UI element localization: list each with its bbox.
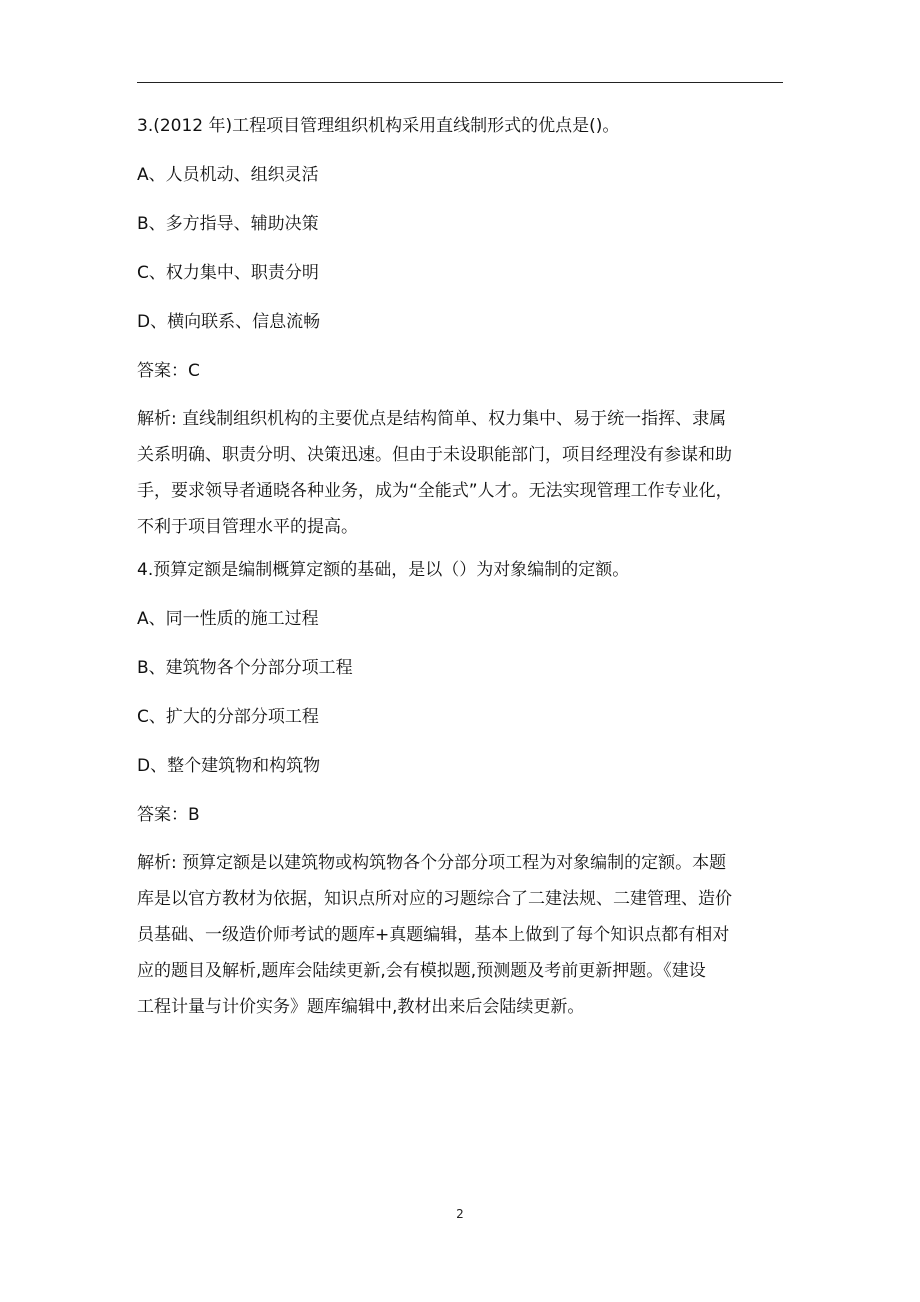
analysis-line: 关系明确、职责分明、决策迅速。但由于未设职能部门，项目经理没有参谋和助 (137, 445, 732, 465)
question-stem: 3.(2012 年)工程项目管理组织机构采用直线制形式的优点是()。 (137, 116, 620, 136)
option-b: B、多方指导、辅助决策 (137, 214, 319, 234)
header-divider (137, 82, 783, 83)
analysis-line: 解析: 直线制组织机构的主要优点是结构简单、权力集中、易于统一指挥、隶属 (137, 409, 727, 429)
option-c: C、扩大的分部分项工程 (137, 707, 319, 727)
option-b: B、建筑物各个分部分项工程 (137, 658, 353, 678)
question-stem: 4.预算定额是编制概算定额的基础，是以（）为对象编制的定额。 (137, 560, 630, 580)
analysis-line: 库是以官方教材为依据，知识点所对应的习题综合了二建法规、二建管理、造价 (137, 889, 732, 909)
option-d: D、整个建筑物和构筑物 (137, 756, 321, 776)
page-content (137, 114, 787, 1025)
analysis-paragraph (137, 401, 787, 545)
answer-label: 答案：B (137, 805, 200, 825)
page-number: 2 (456, 1207, 464, 1221)
option-c: C、权力集中、职责分明 (137, 263, 319, 283)
analysis-line: 手，要求领导者通晓各种业务，成为“全能式”人才。无法实现管理工作专业化， (137, 481, 733, 501)
analysis-line: 解析: 预算定额是以建筑物或构筑物各个分部分项工程为对象编制的定额。本题 (137, 853, 727, 873)
analysis-paragraph (137, 845, 787, 1025)
option-a: A、人员机动、组织灵活 (137, 165, 319, 185)
analysis-line: 不利于项目管理水平的提高。 (137, 517, 358, 537)
option-a: A、同一性质的施工过程 (137, 609, 319, 629)
analysis-line: 应的题目及解析,题库会陆续更新,会有模拟题,预测题及考前更新押题。《建设 (137, 961, 706, 981)
answer-label: 答案：C (137, 361, 200, 381)
analysis-line: 员基础、一级造价师考试的题库+真题编辑，基本上做到了每个知识点都有相对 (137, 925, 730, 945)
analysis-line: 工程计量与计价实务》题库编辑中,教材出来后会陆续更新。 (137, 997, 585, 1017)
option-d: D、横向联系、信息流畅 (137, 312, 321, 332)
